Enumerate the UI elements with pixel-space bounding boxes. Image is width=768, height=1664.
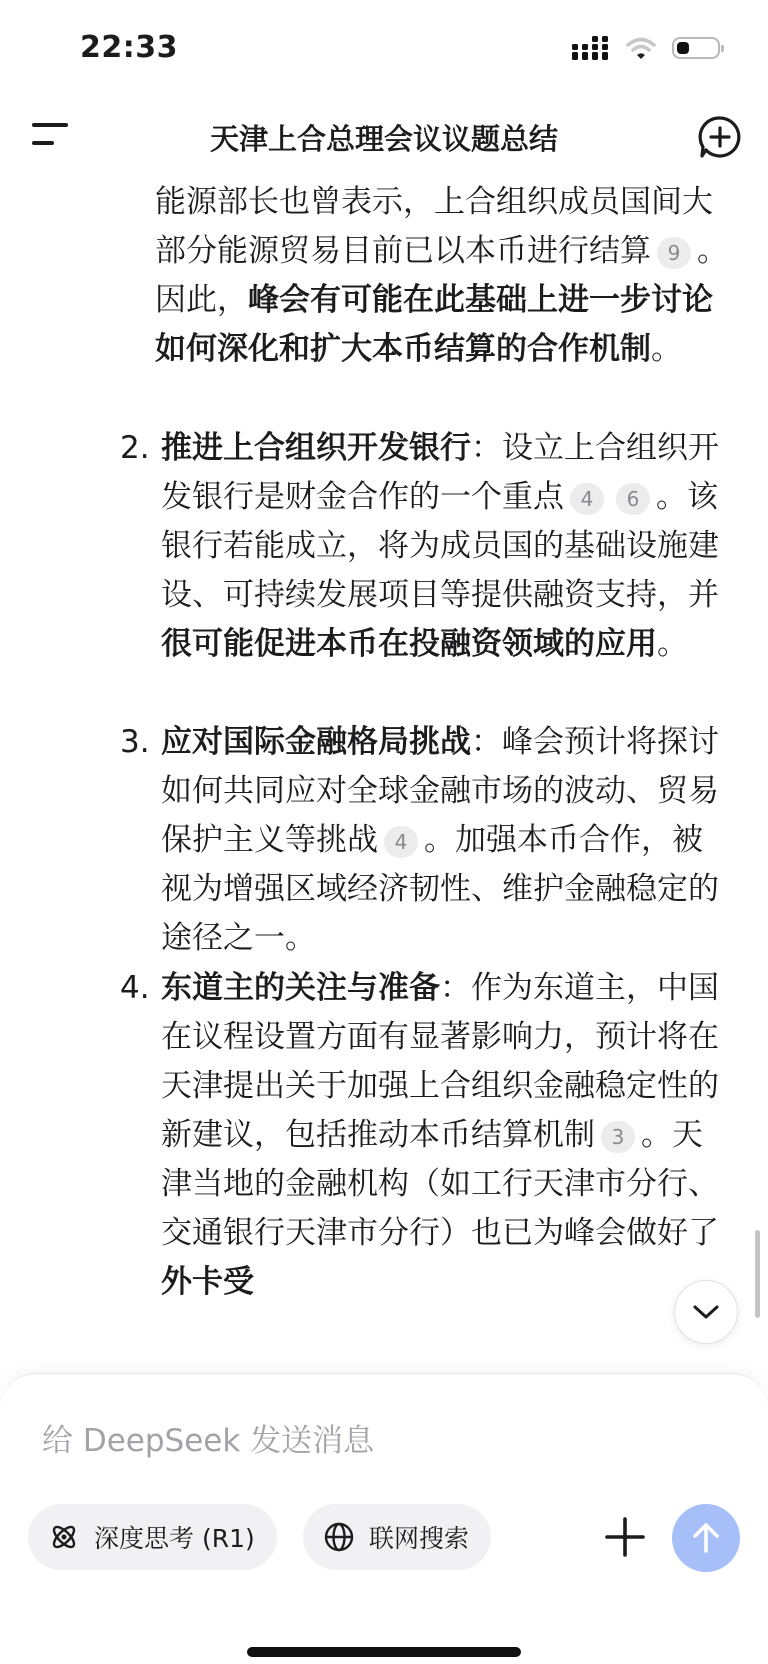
bold-text: 很可能促进本币在投融资领域的应用 — [161, 626, 657, 662]
scrollbar-thumb[interactable] — [755, 1230, 760, 1318]
new-chat-icon — [698, 115, 742, 159]
citation-badge[interactable]: 3 — [601, 1121, 635, 1153]
message-paragraph — [155, 178, 735, 374]
list-item-body — [161, 718, 732, 963]
page-title: 天津上合总理会议议题总结 — [209, 122, 558, 156]
chat-header — [0, 105, 768, 169]
bold-text: 峰会有可能在此基础上进一步讨论如何深化和扩大本币结算的合作机制 — [155, 282, 713, 367]
list-item — [120, 964, 732, 1307]
send-button[interactable] — [672, 1504, 740, 1572]
web-search-toggle[interactable] — [303, 1504, 491, 1570]
citation-badge[interactable]: 4 — [570, 483, 604, 515]
paragraph-text: 。 — [651, 331, 682, 367]
web-search-label: 联网搜索 — [369, 1524, 470, 1553]
citation-badge[interactable]: 6 — [616, 483, 650, 515]
list-item-heading: 应对国际金融格局挑战 — [161, 724, 471, 760]
chat-message-content — [0, 178, 768, 1353]
list-item-body — [161, 424, 732, 669]
list-number: 2. — [120, 430, 150, 466]
wifi-icon — [626, 36, 656, 60]
deep-think-label: 深度思考 (R1) — [94, 1524, 255, 1553]
list-item-text: ：峰会预计将探讨如何共同应对全球金融市场的波动、贸易保护主义等挑战 — [161, 724, 719, 858]
attach-button[interactable] — [600, 1512, 650, 1562]
atom-icon — [48, 1521, 80, 1553]
list-item-text: 。 — [657, 626, 688, 662]
home-indicator[interactable] — [247, 1647, 521, 1657]
paragraph-text: 。因此， — [155, 233, 728, 318]
list-item-text: 。天津当地的金融机构（如工行天津市分行、交通银行天津市分行）也已为峰会做好了 — [161, 1117, 719, 1251]
new-chat-button[interactable] — [698, 115, 742, 159]
arrow-up-icon — [689, 1521, 723, 1555]
list-item — [120, 424, 732, 669]
list-number: 4. — [120, 970, 150, 1006]
message-input[interactable] — [40, 1422, 604, 1460]
status-time: 22:33 — [80, 30, 178, 65]
list-item-heading: 推进上合组织开发银行 — [161, 430, 471, 466]
citation-badge[interactable]: 4 — [384, 826, 418, 858]
scroll-to-bottom-button[interactable] — [674, 1280, 738, 1344]
battery-icon — [672, 37, 720, 59]
list-number: 3. — [120, 724, 150, 760]
list-item-body — [161, 964, 732, 1307]
list-item-heading: 东道主的关注与准备 — [161, 970, 440, 1006]
citation-badge[interactable]: 9 — [657, 237, 691, 269]
chevron-down-icon — [692, 1303, 720, 1321]
status-icons — [572, 36, 720, 60]
deep-think-toggle[interactable] — [28, 1504, 277, 1570]
plus-icon — [600, 1512, 650, 1562]
globe-icon — [323, 1521, 355, 1553]
list-item-text: ：设立上合组织开发银行是财金合作的一个重点 — [161, 430, 719, 515]
list-item-text: 。加强本币合作，被视为增强区域经济韧性、维护金融稳定的途径之一。 — [161, 822, 719, 956]
cellular-signal-icon — [572, 36, 610, 60]
message-composer — [0, 1373, 768, 1664]
paragraph-text: 能源部长也曾表示，上合组织成员国间大部分能源贸易目前已以本币进行结算 — [155, 184, 713, 269]
bold-text: 外卡受 — [161, 1264, 254, 1300]
list-item-text: ：作为东道主，中国在议程设置方面有显著影响力，预计将在天津提出关于加强上合组织金融稳定性的新建议，包括推动本币结算机制 — [161, 970, 719, 1153]
list-item — [120, 718, 732, 963]
list-item-text: 。该银行若能成立，将为成员国的基础设施建设、可持续发展项目等提供融资支持，并 — [161, 479, 719, 613]
